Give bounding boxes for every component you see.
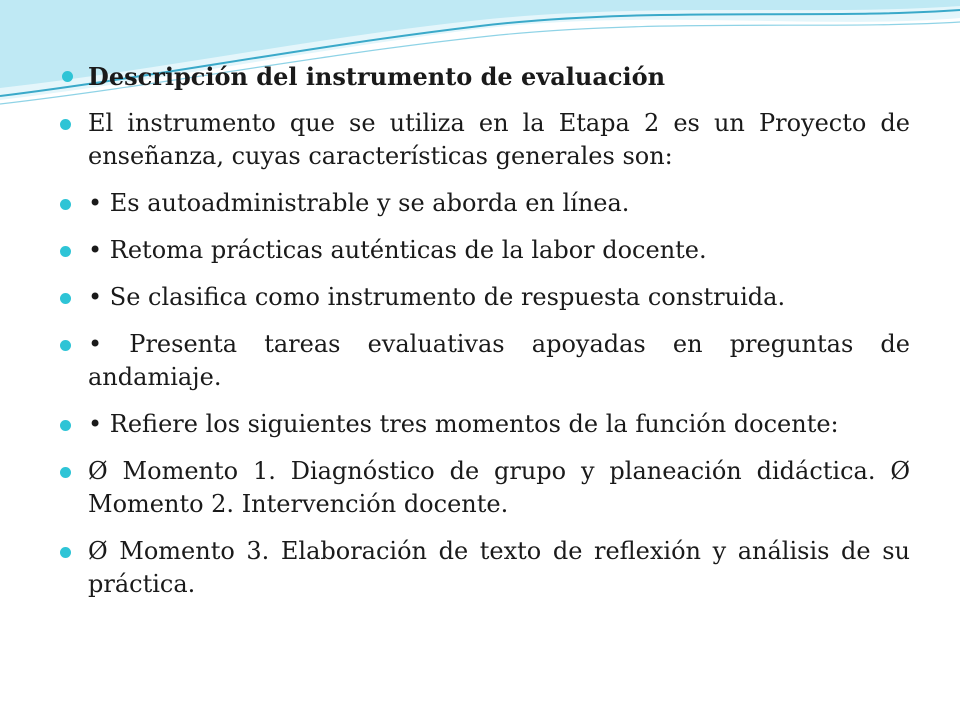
bullet-text: • Se clasifica como instrumento de respuesta construida. [88, 283, 786, 311]
bullet-dot [60, 547, 71, 558]
bullet-item [0, 281, 960, 314]
bullet-text: Ø Momento 1. Diagnóstico de grupo y planeación didáctica. Ø Momento 2. Intervención docente. [88, 457, 910, 518]
bullet-item [0, 455, 960, 521]
slide-title: Descripción del instrumento de evaluación [88, 62, 666, 91]
bullet-dot [62, 71, 73, 82]
bullet-text: • Es autoadministrable y se aborda en línea. [88, 189, 630, 217]
bullet-text: Ø Momento 3. Elaboración de texto de reflexión y análisis de su práctica. [88, 537, 910, 598]
bullet-text: • Presenta tareas evaluativas apoyadas en preguntas de andamiaje. [88, 330, 910, 391]
bullet-text: • Retoma prácticas auténticas de la labor docente. [88, 236, 707, 264]
bullet-dot [60, 199, 71, 210]
bullet-dot [60, 420, 71, 431]
bullet-item [0, 408, 960, 441]
bullet-text: El instrumento que se utiliza en la Etapa 2 es un Proyecto de enseñanza, cuyas características generales son: [88, 109, 910, 170]
bullet-dot [60, 340, 71, 351]
bullet-text: • Refiere los siguientes tres momentos de la función docente: [88, 410, 839, 438]
bullet-item [0, 187, 960, 220]
slide-content [0, 60, 960, 615]
bullet-item [0, 107, 960, 173]
bullet-item [0, 535, 960, 601]
bullet-item [0, 234, 960, 267]
bullet-dot [60, 246, 71, 257]
bullet-dot [60, 119, 71, 130]
bullet-dot [60, 467, 71, 478]
bullet-dot [60, 293, 71, 304]
bullet-item [0, 328, 960, 394]
slide-title-item [0, 60, 960, 93]
